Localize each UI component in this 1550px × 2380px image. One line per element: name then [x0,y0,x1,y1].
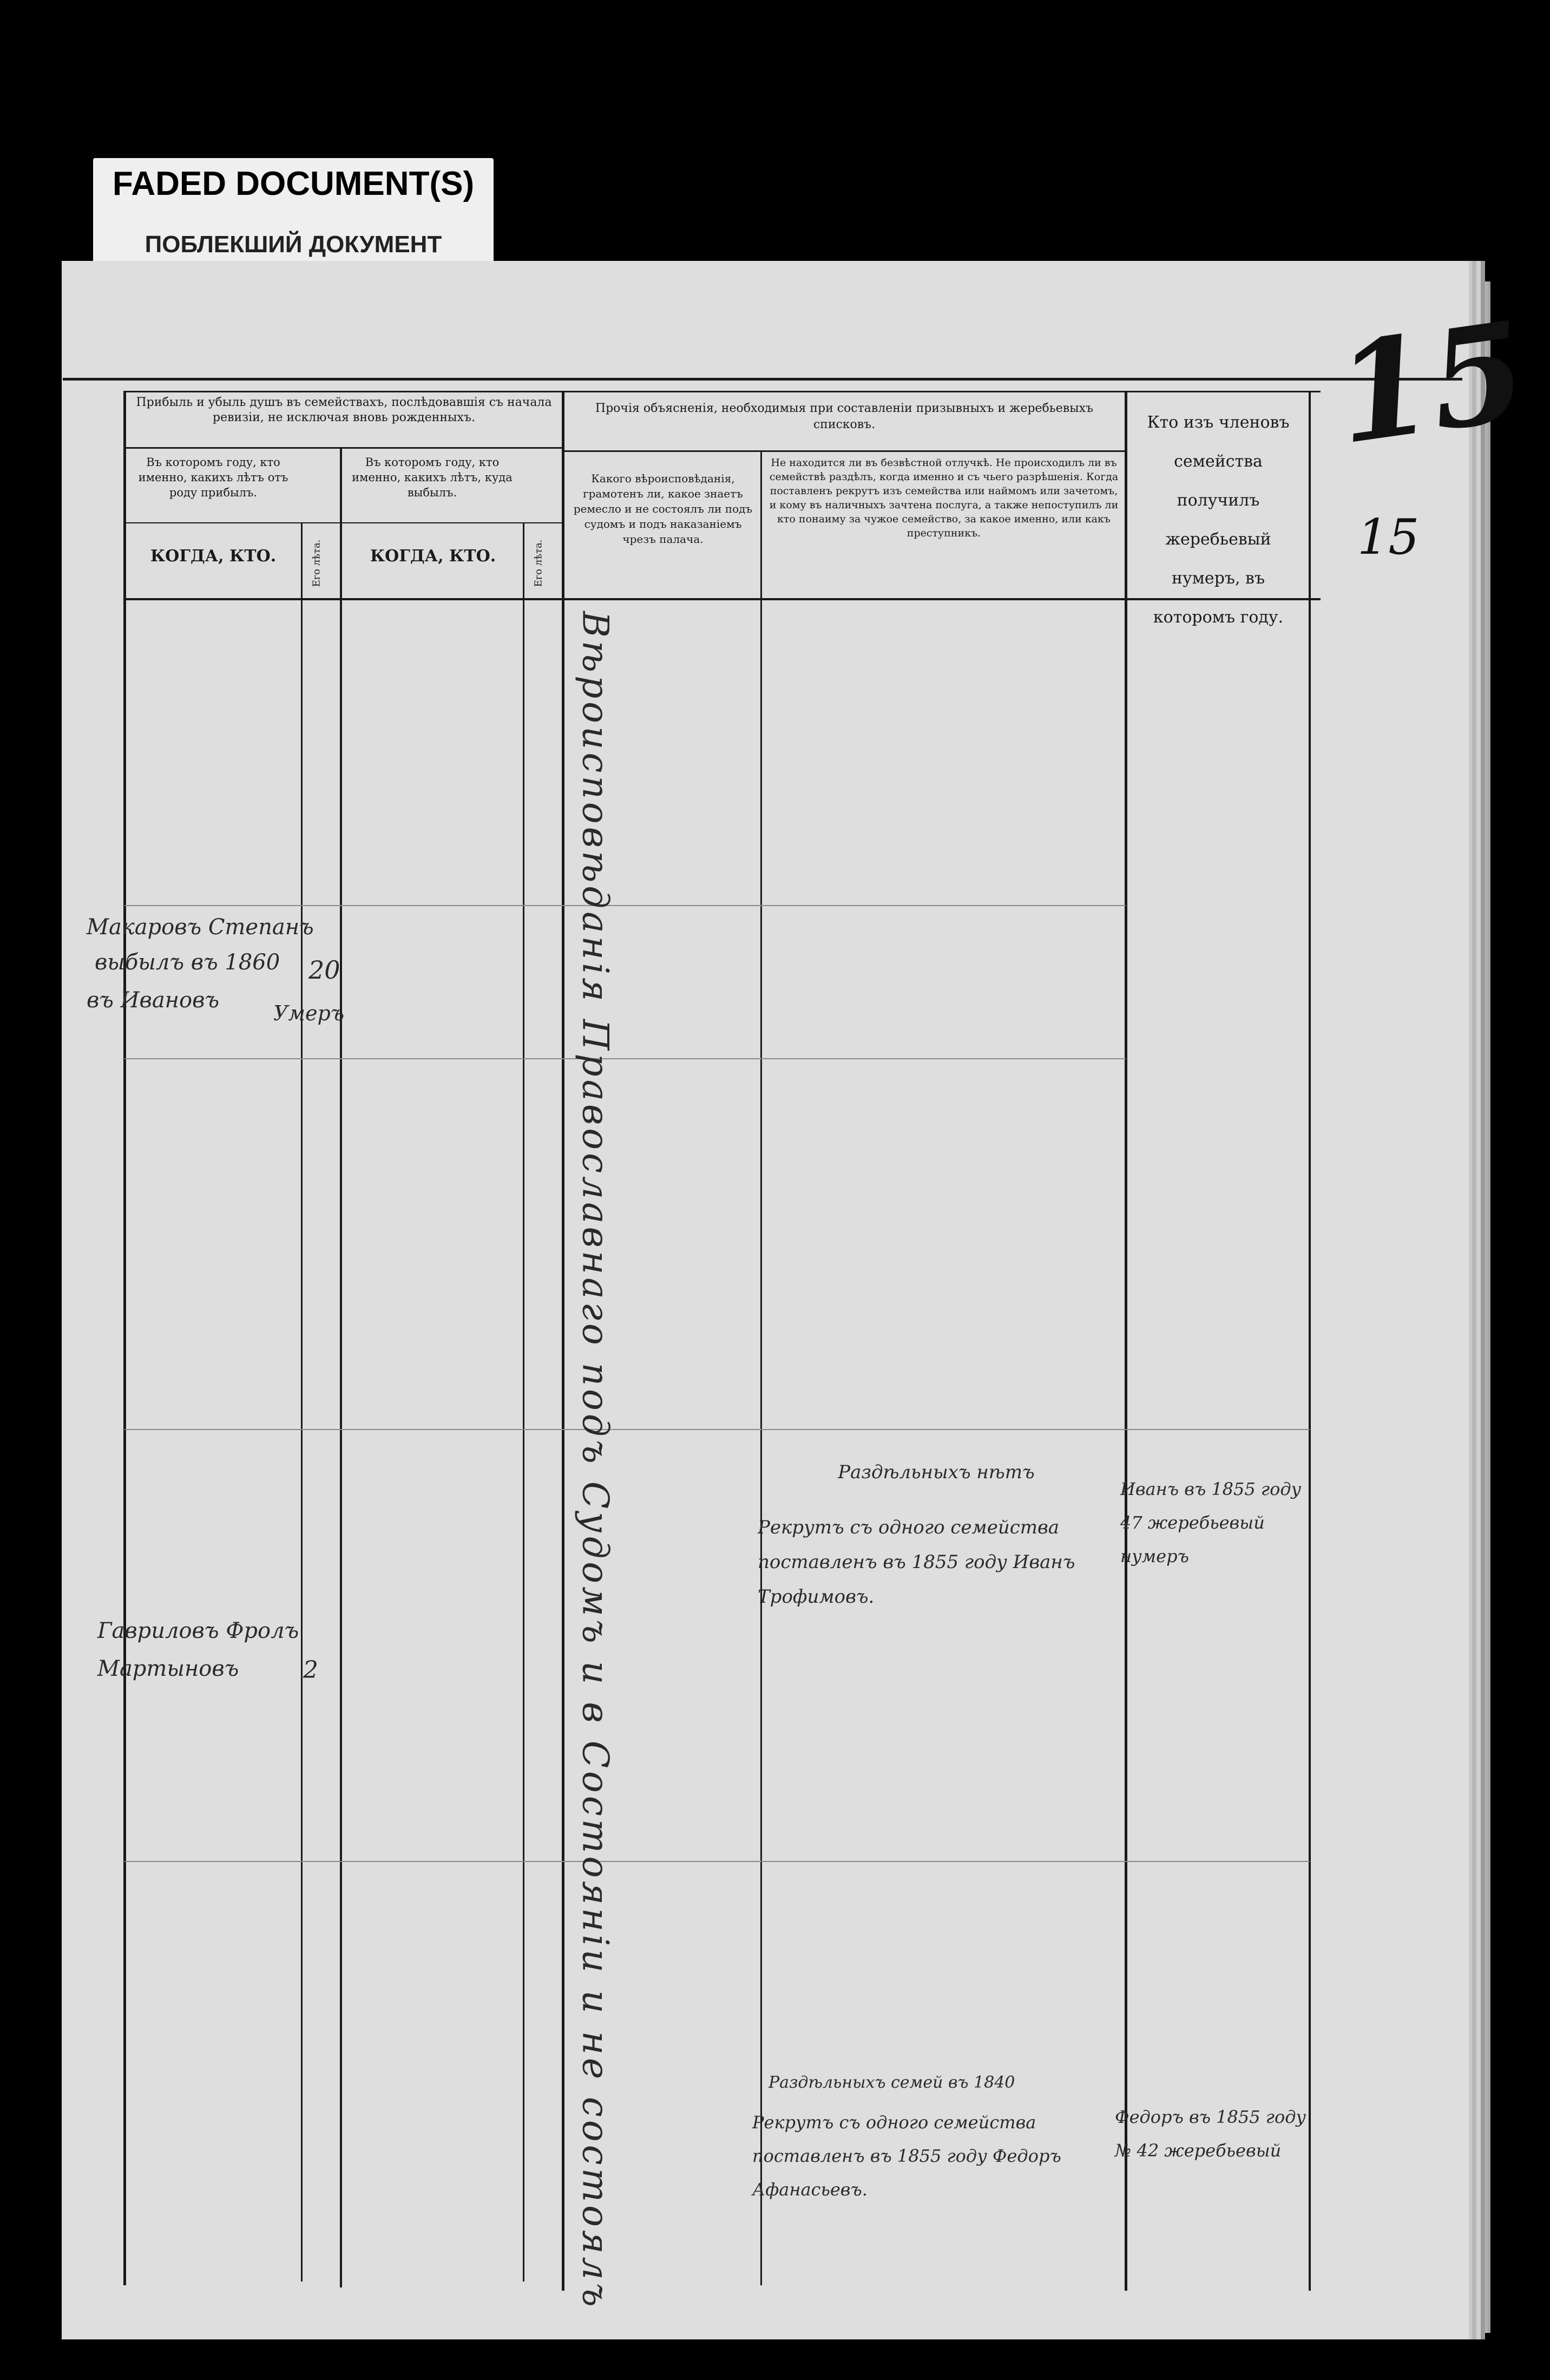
row-divider-4 [124,1861,1310,1862]
row-divider-1 [124,905,1126,906]
when-who-header-2: КОГДА, КТО. [370,547,496,566]
col-rule-1 [301,522,303,2281]
page-stack-edge [1469,281,1490,2333]
row-divider-3 [124,1429,1310,1430]
header-sub-rule-mid [563,450,1126,452]
page-number-large: 15 [1326,291,1535,475]
page-number-small: 15 [1357,509,1420,566]
entry1-name-line1: Макаровъ Степанъ [87,915,314,940]
absence-note-a-title: Раздѣльныхъ нѣтъ [838,1461,1035,1483]
top-rule [63,378,1462,381]
entry1-note: Умеръ [273,1001,345,1025]
lot-number-column-header: Кто изъ членовъ семейства получилъ жеребьевый нумеръ, въ которомъ году. [1147,413,1290,627]
when-who-header-1: КОГДА, КТО. [150,547,277,566]
loss-subheader: Въ которомъ году, кто именно, какихъ лѣтъ, куда выбылъ. [352,456,513,499]
label-title-ru: ПОБЛЕКШИЙ ДОКУМЕНТ [145,231,442,258]
col-rule-2 [340,447,342,2287]
col-rule-0 [123,391,126,2285]
absence-note-b-body: Рекрутъ съ одного семейства поставленъ въ 1855 году Федоръ Афанасьевъ. [752,2112,1061,2200]
absence-column-header: Не находится ли въ безвѣстной отлучкѣ. Не происходилъ ли въ семействѣ раздѣлъ, когда именно и съ чьего разрѣшенія. Когда поставленъ рекрутъ изъ семейства или наймомъ или зачетомъ, и кому въ наличныхъ зачтена послуга, а также непоступилъ ли кто понаиму за чужое семейство, за какое именно, или какъ преступникъ. [769,457,1119,539]
col-rule-3 [523,522,524,2281]
handwritten-religion-note: Вѣроисповѣданія Православнаго подъ Судомъ и в Состояніи и не состоялъ [574,611,616,2310]
header-sub-rule-left [124,447,563,449]
entry2-age: 2 [303,1656,318,1684]
absence-note-a-body: Рекрутъ съ одного семейства поставленъ въ 1855 году Иванъ Трофимовъ. [758,1517,1075,1608]
lot-note-a: Иванъ въ 1855 году 47 жеребьевый нумеръ [1120,1479,1302,1566]
col-rule-7 [1309,391,1311,2291]
row-divider-2 [124,1058,1126,1059]
gain-loss-title: Прибыль и убыль душъ въ семействахъ, послѣдовавшія съ начала ревизіи, не исключая вновь рожденныхъ. [136,396,552,424]
entry1-age: 20 [308,955,340,985]
header-top-rule [124,391,1321,392]
faded-document-label [93,158,494,266]
header-sub-rule-left2 [124,522,563,523]
col-rule-4 [562,391,564,2291]
entry1-name-line2: выбылъ въ 1860 [95,950,280,975]
religion-column-header: Какого вѣроисповѣданія, грамотенъ ли, какое знаетъ ремесло и не состоялъ ли подъ судомъ и подъ наказаніемъ чрезъ палача. [573,472,753,546]
col-rule-6 [1125,391,1127,2291]
label-title-en: FADED DOCUMENT(S) [112,165,475,202]
age-header-1: Его лѣта. [311,539,323,587]
entry1-name-line3: въ Ивановъ [87,988,220,1013]
entry2-name-line2: Мартыновъ [97,1656,239,1681]
col-rule-5 [760,450,762,2285]
lot-note-b: Федоръ въ 1855 году № 42 жеребьевый [1115,2107,1306,2161]
other-explanations-title: Прочія объясненія, необходимыя при составленіи призывныхъ и жеребьевыхъ списковъ. [595,402,1094,431]
gain-subheader: Въ которомъ году, кто именно, какихъ лѣтъ отъ роду прибылъ. [138,456,288,499]
age-header-2: Его лѣта. [533,539,544,587]
absence-note-b-title: Раздѣльныхъ семей въ 1840 [769,2073,1015,2092]
entry2-name-line1: Гавриловъ Фролъ [97,1618,299,1643]
